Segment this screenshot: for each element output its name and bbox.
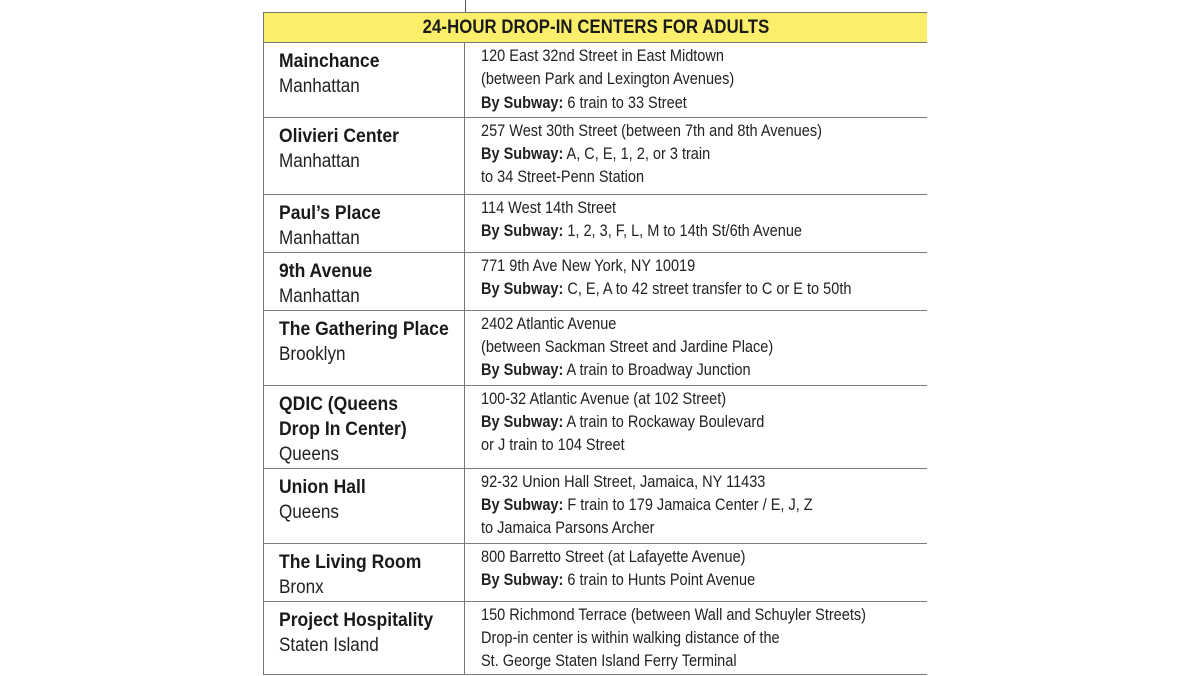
subway-label: By Subway: [481, 361, 564, 380]
borough: Brooklyn [279, 343, 346, 365]
subway-route: 6 train to Hunts Point Avenue [563, 570, 756, 589]
center-name: Drop In Center) [279, 417, 407, 440]
center-info-cell [465, 117, 928, 194]
subway-directions [481, 411, 873, 434]
center-name-cell [264, 468, 465, 543]
center-name: Olivieri Center [279, 124, 399, 147]
subway-route: F train to 179 Jamaica Center / E, J, Z [563, 495, 813, 514]
borough: Manhattan [279, 76, 360, 97]
subway-route: A train to Broadway Junction [563, 361, 751, 380]
subway-directions [481, 143, 873, 166]
subway-route: 1, 2, 3, F, L, M to 14th St/6th Avenue [563, 221, 802, 240]
table-title-bar [263, 12, 927, 43]
subway-label: By Subway: [481, 412, 564, 431]
drop-in-centers-table [263, 12, 927, 675]
subway-directions [481, 494, 873, 517]
address-line: (between Park and Lexington Avenues) [481, 70, 735, 89]
center-name-cell [264, 194, 465, 252]
address-line: 100-32 Atlantic Avenue (at 102 Street) [481, 389, 727, 408]
subway-directions [481, 569, 873, 592]
center-name: Mainchance [279, 50, 380, 72]
column-divider-tick [465, 0, 466, 12]
center-info-cell [465, 310, 928, 385]
subway-route-continued: to Jamaica Parsons Archer [481, 519, 655, 538]
address-line: Drop-in center is within walking distance of the [481, 628, 780, 647]
table-row [264, 543, 928, 601]
subway-route-continued: or J train to 104 Street [481, 436, 625, 455]
address-line: 257 West 30th Street (between 7th and 8th Avenues) [481, 121, 822, 140]
center-name: Project Hospitality [279, 608, 434, 631]
center-name-cell [264, 385, 465, 468]
table-row [264, 117, 928, 194]
address-line: 114 West 14th Street [481, 198, 617, 217]
subway-directions [481, 220, 873, 243]
subway-label: By Subway: [481, 570, 564, 589]
subway-route: A train to Rockaway Boulevard [563, 412, 765, 431]
subway-label: By Subway: [481, 144, 564, 163]
subway-label: By Subway: [481, 93, 564, 112]
borough: Queens [279, 501, 339, 523]
subway-route: A, C, E, 1, 2, or 3 train [563, 144, 711, 163]
table-row [264, 252, 928, 310]
center-name-cell [264, 310, 465, 385]
subway-label: By Subway: [481, 495, 564, 514]
address-line: St. George Staten Island Ferry Terminal [481, 652, 737, 671]
subway-label: By Subway: [481, 279, 564, 298]
centers-table [263, 43, 927, 675]
center-name: The Living Room [279, 550, 422, 573]
center-name-cell [264, 543, 465, 601]
address-line: 2402 Atlantic Avenue [481, 314, 617, 333]
center-info-cell [465, 252, 928, 310]
subway-directions [481, 359, 873, 382]
address-line: 120 East 32nd Street in East Midtown [481, 47, 724, 65]
table-row [264, 468, 928, 543]
center-info-cell [465, 43, 928, 117]
center-info-cell [465, 543, 928, 601]
address-line: 771 9th Ave New York, NY 10019 [481, 256, 696, 275]
center-name: The Gathering Place [279, 317, 449, 340]
center-info-cell [465, 385, 928, 468]
address-line: 92-32 Union Hall Street, Jamaica, NY 11433 [481, 472, 766, 491]
table-row [264, 43, 928, 117]
subway-route: C, E, A to 42 street transfer to C or E to 50th [563, 279, 852, 298]
center-name: 9th Avenue [279, 259, 373, 282]
table-title: 24-HOUR DROP-IN CENTERS FOR ADULTS [422, 16, 769, 38]
subway-directions [481, 278, 873, 301]
center-info-cell [465, 601, 928, 674]
table-row [264, 194, 928, 252]
address-line: 150 Richmond Terrace (between Wall and Schuyler Streets) [481, 605, 866, 624]
center-info-cell [465, 468, 928, 543]
borough: Queens [279, 443, 339, 465]
center-name: QDIC (Queens [279, 392, 398, 415]
table-row [264, 601, 928, 674]
table-row [264, 310, 928, 385]
center-name: Paul’s Place [279, 201, 381, 224]
borough: Manhattan [279, 227, 360, 249]
center-name: Union Hall [279, 475, 366, 498]
center-name-cell [264, 43, 465, 117]
borough: Manhattan [279, 285, 360, 307]
center-name-cell [264, 601, 465, 674]
center-info-cell [465, 194, 928, 252]
subway-route: 6 train to 33 Street [563, 93, 687, 112]
center-name-cell [264, 117, 465, 194]
subway-label: By Subway: [481, 221, 564, 240]
borough: Staten Island [279, 634, 379, 656]
borough: Manhattan [279, 150, 360, 172]
subway-route-continued: to 34 Street-Penn Station [481, 168, 645, 187]
table-row [264, 385, 928, 468]
borough: Bronx [279, 576, 324, 598]
address-line: 800 Barretto Street (at Lafayette Avenue) [481, 547, 746, 566]
center-name-cell [264, 252, 465, 310]
subway-directions [481, 92, 873, 115]
address-line: (between Sackman Street and Jardine Place) [481, 337, 774, 356]
